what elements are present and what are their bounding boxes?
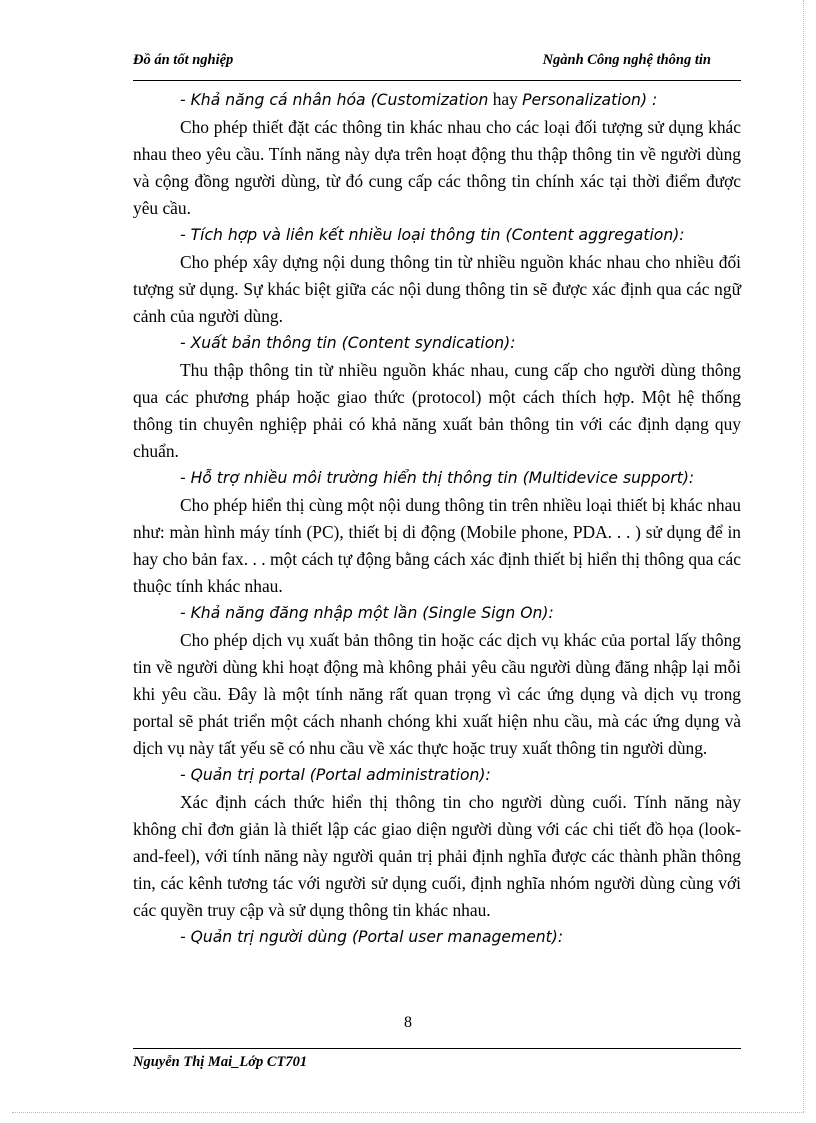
section-heading-user-management: - Quản trị người dùng (Portal user management):: [180, 928, 564, 946]
section-heading-customization: - Khả năng cá nhân hóa (Customization hay Personalization) :: [180, 89, 658, 109]
paragraph-customization: Cho phép thiết đặt các thông tin khác nhau cho các loại đối tượng sử dụng khác nhau theo yêu cầu. Tính năng này dựa trên hoạt động thu thập thông tin về người dùng và cộng đồng người dùng, từ đó cung cấp các thông tin chính xác tại thời điểm được yêu cầu.: [133, 117, 741, 218]
section-heading-content-syndication: - Xuất bản thông tin (Content syndication):: [180, 334, 516, 352]
page-edge-right: [803, 0, 804, 1112]
page-number: 8: [404, 1014, 412, 1031]
section-heading-portal-admin: - Quản trị portal (Portal administration):: [180, 766, 491, 784]
footer-author: Nguyễn Thị Mai_Lớp CT701: [133, 1054, 308, 1070]
paragraph-content-syndication: Thu thập thông tin từ nhiều nguồn khác nhau, cung cấp cho người dùng thông qua các phương pháp hoặc giao thức (protocol) một cách thích hợp. Một hệ thống thông tin chuyên nghiệp phải có khả năng xuất bản thông tin với các định dạng quy chuẩn.: [133, 360, 741, 461]
paragraph-content-aggregation: Cho phép xây dựng nội dung thông tin từ nhiều nguồn khác nhau cho nhiều đối tượng sử dụng. Sự khác biệt giữa các nội dung thông tin sẽ được xác định qua các ngữ cảnh của người dùng.: [133, 252, 741, 326]
section-heading-multidevice: - Hỗ trợ nhiều môi trường hiển thị thông tin (Multidevice support):: [180, 469, 695, 487]
page-body: [133, 86, 741, 951]
paragraph-portal-admin: Xác định cách thức hiển thị thông tin cho người dùng cuối. Tính năng này không chỉ đơn giản là thiết lập các giao diện người dùng với các chi tiết đồ họa (look-and-feel), với tính năng này người quản trị phải định nghĩa được các thành phần thông tin, các kênh tương tác với người sử dụng cuối, định nghĩa nhóm người dùng cùng với các quyền truy cập và sử dụng thông tin khác nhau.: [133, 792, 741, 920]
header-department: Ngành Công nghệ thông tin: [542, 52, 711, 68]
section-heading-content-aggregation: - Tích hợp và liên kết nhiều loại thông tin (Content aggregation):: [180, 226, 685, 244]
paragraph-sso: Cho phép dịch vụ xuất bản thông tin hoặc các dịch vụ khác của portal lấy thông tin về người dùng khi hoạt động mà không phải yêu cầu người dùng đăng nhập lại mỗi khi yêu cầu. Đây là một tính năng rất quan trọng vì các ứng dụng và dịch vụ trong portal sẽ phát triển một cách nhanh chóng khi xuất hiện nhu cầu, mà các ứng dụng và dịch vụ này tất yếu sẽ có nhu cầu về xác thực hoặc truy xuất thông tin người dùng.: [133, 630, 741, 758]
page-edge-bottom: [12, 1112, 804, 1113]
page-header: [133, 52, 741, 81]
footer-divider: [133, 1048, 741, 1049]
paragraph-multidevice: Cho phép hiển thị cùng một nội dung thông tin trên nhiều loại thiết bị khác nhau như: màn hình máy tính (PC), thiết bị di động (Mobile phone, PDA. . . ) sử dụng để in hay cho bản fax. . . một cách tự động bằng cách xác định thiết bị hiển thị thông qua các thuộc tính khác nhau.: [133, 495, 741, 596]
section-heading-sso: - Khả năng đăng nhập một lần (Single Sign On):: [180, 604, 554, 622]
header-document-type: Đồ án tốt nghiệp: [133, 52, 234, 68]
